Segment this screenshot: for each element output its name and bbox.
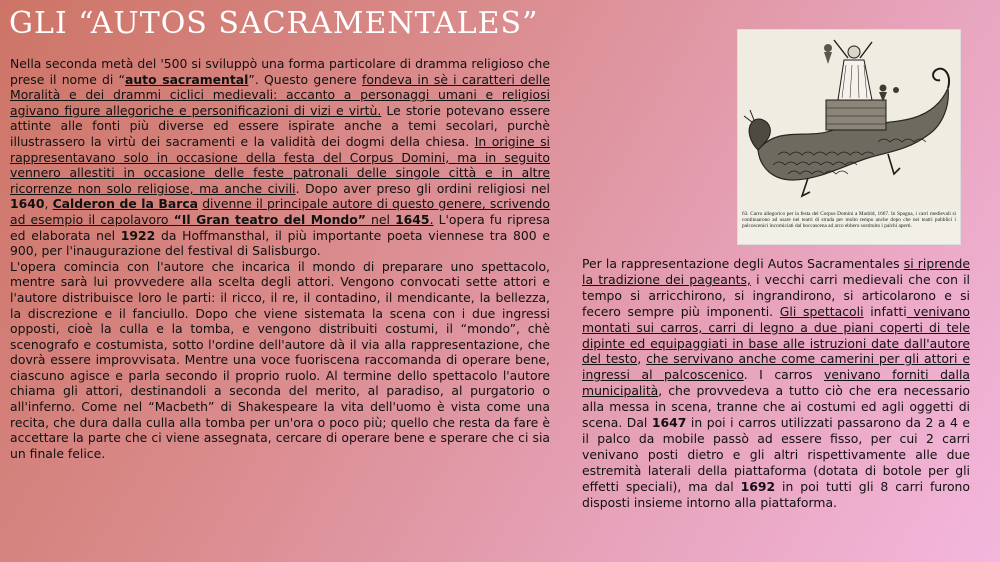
text-run: divenne il principale autore di questo genere, scrivendo ad esempio il capolavoro xyxy=(10,196,550,227)
text-run: , xyxy=(637,351,647,367)
historical-engraving xyxy=(738,30,960,244)
text-run: auto sacramental xyxy=(124,71,249,87)
text-run: Nella seconda metà del '500 si sviluppò una forma particolare di dramma religioso che prese il nome di “ xyxy=(10,56,550,87)
text-run: in poi i carros utilizzati passarono da 2 a 4 e il palco da mobile passò ad essere fisso, per cui 2 carri venivano posti dietro e gli altri rispettivamente alle due estremità laterali della piattaforma (dotata di botole per gli effetti speciali), ma dal xyxy=(582,415,970,494)
text-run: , che provvedeva a tutto ciò che era necessario alla messa in scena, tranne che ai costumi ed agli oggetti di scena. Dal xyxy=(582,383,970,431)
right-text-column xyxy=(582,256,970,511)
text-run: in poi tutti gli 8 carri furono disposti insieme intorno alla piattaforma. xyxy=(582,478,970,510)
text-run: Per la rappresentazione degli Autos Sacramentales xyxy=(582,256,904,271)
text-run: . Dopo aver preso gli ordini religiosi nel xyxy=(295,180,550,196)
text-run: da Hoffmansthal, il più importante poeta viennese tra 800 e 900, per l'inaugurazione del festival di Salisburgo. xyxy=(10,227,551,259)
text-run: nel xyxy=(365,211,396,227)
text-run: In origine si rappresentavano solo in occasione della festa del Corpus Domini, ma in seguito vennero allestiti in occasione delle feste patronali delle singole città e in altre ricorrenze non solo religiose, ma anche civili xyxy=(10,133,550,196)
text-run: L'opera comincia con l'autore che incarica il mondo di preparare uno spettacolo, mentre sarà lui provvedere alla scelta degli attori. Vengono convocati sette attori e l'autore distribuisce loro le parti: il ricco, il re, il contadino, il mendicante, la bellezza, la discrezione e il fanciullo. Dopo che viene sistemata la scena con i due ingressi opposti, cioè la culla e la tomba, e vengono distribuiti costumi, il “mondo”, chè scenografo e costumista, sotto l'ordine dell'autore dà il via alla rappresentazione, che dovrà essere improvvisata. Mentre una voce fuoriscena raccomanda di operare bene, ciascuno agisce e parla secondo il proprio ruolo. Al termine dello spettacolo l'autore chiama gli attori, destinandoli a seconda del merito, al paradiso, al purgatorio o all'inferno. Come nel “Macbeth” di Shakespeare la vita dell'uomo è vista come una recita, che dura dalla culla alla tomba per un'ora o poco più; quello che resta da fare è accettare la parte che ci viene assegnata, cercare di operare bene e sperare che ci sia un finale felice. xyxy=(10,258,550,461)
text-run: 1692 xyxy=(740,478,776,494)
image-caption: 63. Carro allegorico per la festa del Corpus Domini a Madrid, 1667. In Spagna, i carri medievali si continuarono ad usare nei teatri di strada per molto tempo anche dopo che nei teatri pubblici i palcoscenici incorniciati dal boccascena ad arco ebbero sostituito i palchi aperti. xyxy=(742,211,956,230)
text-run: infatti xyxy=(863,303,907,319)
left-paragraph-1 xyxy=(10,56,550,259)
text-run: ”. Questo genere xyxy=(248,71,362,87)
text-run: . xyxy=(429,211,434,227)
text-run: 1647 xyxy=(651,415,687,431)
text-run: Calderon de la Barca xyxy=(52,196,199,212)
text-run: Le storie potevano essere attinte alle fonti più diverse ed essere ispirate anche a temi secolari, purchè illustrassero la virtù dei sacramenti e la validità dei dogmi della chiesa. xyxy=(10,102,550,149)
page-title: GLI “AUTOS SACRAMENTALES” xyxy=(9,6,539,41)
text-run: Gli spettacoli xyxy=(779,303,864,319)
text-run: L'opera fu ripresa ed elaborata nel xyxy=(10,211,550,243)
text-run: 1640 xyxy=(10,196,45,212)
carro-dragon-illustration xyxy=(738,30,960,210)
text-run: venivano forniti dalla municipalità xyxy=(582,367,971,399)
text-run: “Il Gran teatro del Mondo” xyxy=(173,211,366,227)
right-paragraph-1 xyxy=(582,256,970,511)
text-run: . I carros xyxy=(743,367,824,383)
text-run: si riprende la tradizione dei pageants, xyxy=(582,256,971,287)
text-run: i vecchi carri medievali che con il tempo si arricchirono, si ingrandirono, si articolarono e si fecero sempre più imponenti. xyxy=(582,271,970,319)
left-text-column xyxy=(10,56,550,461)
text-run: 1922 xyxy=(120,227,156,243)
left-paragraph-2 xyxy=(10,259,550,462)
text-run: , xyxy=(44,196,53,212)
text-run: fondeva in sè i caratteri delle Moralità e dei drammi ciclici medievali: accanto a personaggi umani e religiosi agivano figure allegoriche e personificazioni di vizi e virtù. xyxy=(10,71,551,118)
text-run: venivano montati sui carros, carri di legno a due piani coperti di tele dipinte ed equipaggiati in base alle istruzioni date dall'autore del testo xyxy=(582,303,970,367)
text-run: 1645 xyxy=(395,211,430,227)
text-run: che servivano anche come camerini per gli attori e ingressi al palcoscenico xyxy=(582,351,970,383)
